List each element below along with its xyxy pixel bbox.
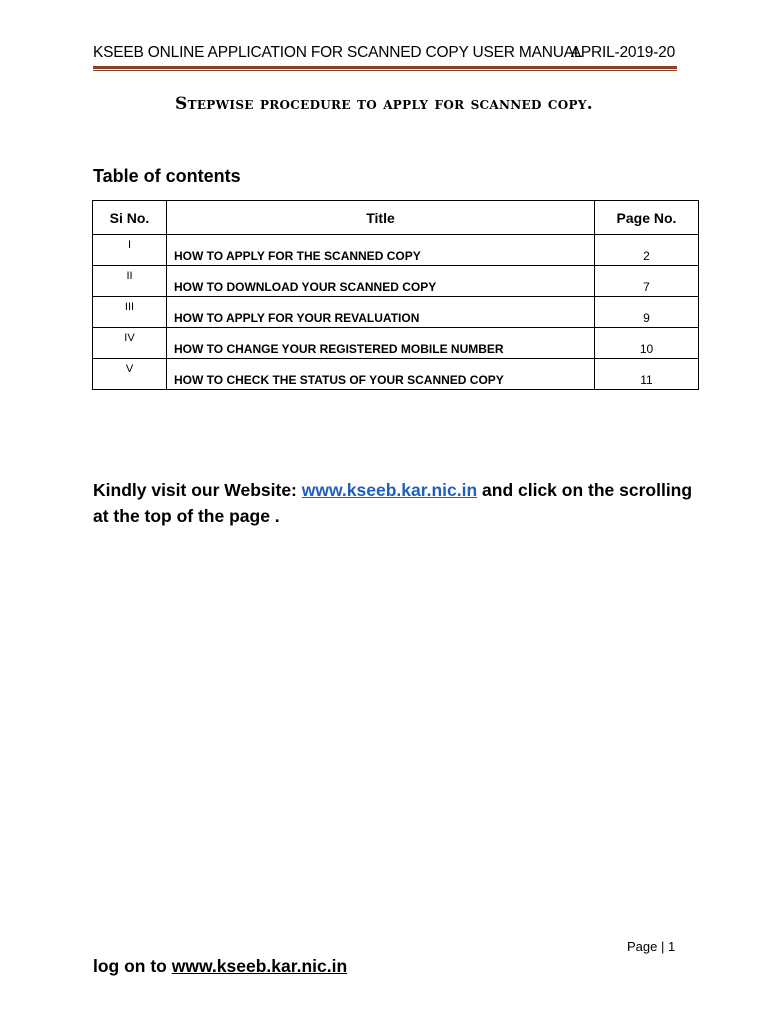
website-link[interactable]: www.kseeb.kar.nic.in bbox=[301, 480, 478, 500]
toc-page: 11 bbox=[595, 359, 699, 390]
logon-prefix: log on to bbox=[93, 956, 172, 976]
toc-title: HOW TO APPLY FOR THE SCANNED COPY bbox=[167, 235, 595, 266]
toc-sino: II bbox=[93, 266, 167, 297]
toc-heading: Table of contents bbox=[93, 166, 241, 186]
toc-page: 7 bbox=[595, 266, 699, 297]
table-row bbox=[93, 297, 699, 328]
toc-col-title: Title bbox=[167, 201, 595, 235]
visit-instruction bbox=[93, 477, 693, 529]
toc-sino: I bbox=[93, 235, 167, 266]
toc-title: HOW TO DOWNLOAD YOUR SCANNED COPY bbox=[167, 266, 595, 297]
toc-table bbox=[92, 200, 699, 390]
table-row bbox=[93, 359, 699, 390]
toc-sino: V bbox=[93, 359, 167, 390]
logon-link[interactable]: www.kseeb.kar.nic.in bbox=[171, 956, 348, 976]
header-rule-thin bbox=[93, 70, 677, 71]
page-header bbox=[93, 44, 677, 62]
toc-page: 10 bbox=[595, 328, 699, 359]
page-number: Page | 1 bbox=[627, 939, 676, 954]
header-rule bbox=[93, 66, 677, 69]
toc-header-row bbox=[93, 201, 699, 235]
toc-col-sino: Si No. bbox=[93, 201, 167, 235]
toc-title: HOW TO CHANGE YOUR REGISTERED MOBILE NUMBER bbox=[167, 328, 595, 359]
header-date: APRIL-2019-20 bbox=[570, 44, 675, 61]
document-title: Stepwise procedure to apply for scanned copy. bbox=[175, 94, 593, 114]
toc-title: HOW TO CHECK THE STATUS OF YOUR SCANNED COPY bbox=[167, 359, 595, 390]
toc-title: HOW TO APPLY FOR YOUR REVALUATION bbox=[167, 297, 595, 328]
table-row bbox=[93, 328, 699, 359]
table-row bbox=[93, 235, 699, 266]
toc-page: 2 bbox=[595, 235, 699, 266]
visit-prefix: Kindly visit our Website: bbox=[93, 480, 302, 500]
toc-col-page: Page No. bbox=[595, 201, 699, 235]
toc-sino: III bbox=[93, 297, 167, 328]
table-row bbox=[93, 266, 699, 297]
toc-page: 9 bbox=[595, 297, 699, 328]
visit-suffix: and click on the scrolling at the top of the page . bbox=[93, 480, 693, 526]
toc-sino: IV bbox=[93, 328, 167, 359]
header-title: KSEEB ONLINE APPLICATION FOR SCANNED COPY USER MANUAL bbox=[93, 44, 583, 61]
logon-instruction bbox=[93, 956, 347, 977]
